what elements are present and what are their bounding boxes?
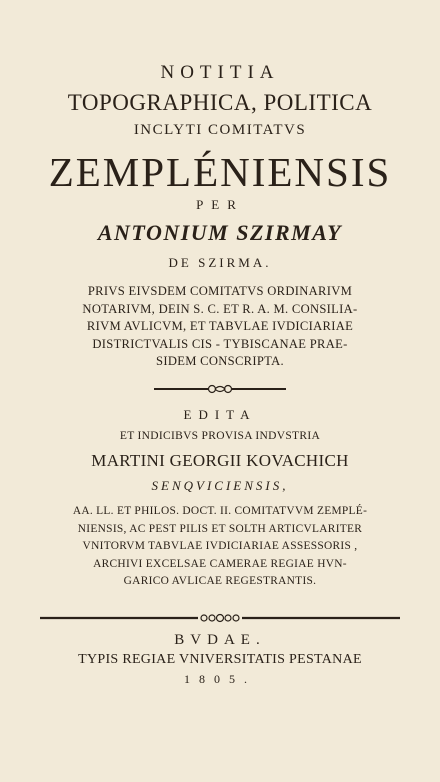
author-description-line: PRIVS EIVSDEM COMITATVS ORDINARIVM bbox=[87, 284, 353, 298]
author-description bbox=[0, 283, 440, 371]
ornament-divider bbox=[150, 382, 290, 396]
imprint-ornament-rule bbox=[40, 610, 400, 626]
author-description-line: NOTARIVM, DEIN S. C. ET R. A. M. CONSILIA- bbox=[82, 301, 358, 316]
author-description-line: DISTRICTVALIS CIS - TYBISCANAE PRAE- bbox=[92, 336, 348, 351]
editor-description bbox=[0, 503, 440, 591]
author-description-line: RIVM AVLICVM, ET TABVLAE IVDICIARIAE bbox=[86, 319, 354, 333]
author-name: ANTONIUM SZIRMAY bbox=[97, 220, 343, 245]
author-description-line: SIDEM CONSCRIPTA. bbox=[156, 354, 284, 368]
title-line-zempleniensis: ZEMPLÉNIENSIS bbox=[48, 149, 392, 195]
imprint-year: 1805. bbox=[184, 672, 256, 686]
imprint-printer: TYPIS REGIAE VNIVERSITATIS PESTANAE bbox=[78, 652, 362, 667]
title-line-per: PER bbox=[196, 197, 244, 212]
editor-origin: SENQVICIENSIS, bbox=[151, 478, 289, 493]
editor-description-line: AA. LL. ET PHILOS. DOCT. II. COMITATVVM ZEMPLÉ- bbox=[72, 505, 368, 517]
title-line-inclyti: INCLYTI COMITATVS bbox=[133, 122, 307, 138]
imprint-city: BVDAE. bbox=[174, 632, 266, 648]
author-origin: DE SZIRMA. bbox=[168, 255, 272, 270]
editor-description-line: GARICO AVLICAE REGESTRANTIS. bbox=[123, 575, 317, 587]
editor-description-line: ARCHIVI EXCELSAE CAMERAE REGIAE HVN- bbox=[93, 557, 347, 570]
edita-label: EDITA bbox=[183, 407, 257, 422]
indicibus-line: ET INDICIBVS PROVISA INDVSTRIA bbox=[119, 430, 321, 442]
title-line-notitia: NOTITIA bbox=[160, 62, 280, 83]
editor-description-line: VNITORVM TABVLAE IVDICIARIAE ASSESSORIS , bbox=[82, 540, 358, 552]
editor-name: MARTINI GEORGII KOVACHICH bbox=[91, 451, 349, 470]
title-line-topographica: TOPOGRAPHICA, POLITICA bbox=[67, 90, 373, 115]
editor-description-line: NIENSIS, AC PEST PILIS ET SOLTH ARTICVLARITER bbox=[77, 522, 363, 535]
